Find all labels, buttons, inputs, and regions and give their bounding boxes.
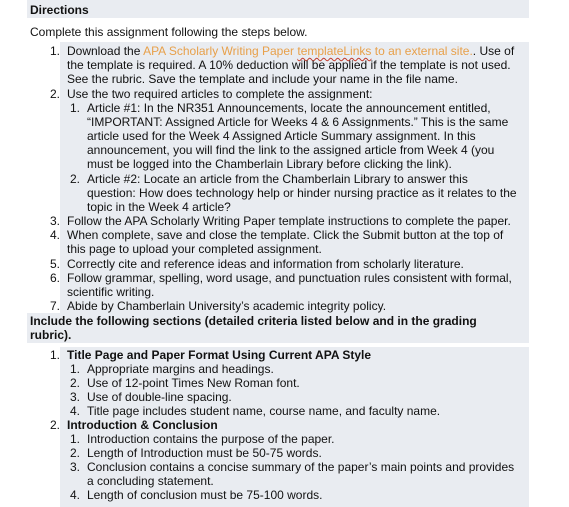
link-text: APA Scholarly Writing Paper: [143, 44, 298, 58]
step-4-number: 4.: [50, 228, 61, 242]
step-5-line-1: Correctly cite and reference ideas and information from scholarly literature.: [67, 257, 464, 271]
step-6-number: 6.: [50, 271, 61, 285]
section-1-item-1-number: 1.: [70, 362, 81, 376]
step-1-line-1: [67, 45, 514, 58]
section-1-item-4: Title page includes student name, course name, and faculty name.: [87, 404, 441, 418]
step-1-line-3: See the rubric. Save the template and include your name in the file name.: [67, 72, 458, 86]
step-3-line-1: Follow the APA Scholarly Writing Paper template instructions to complete the paper.: [67, 214, 511, 228]
step-2-sub-2-line-3: topic in the Week 4 article?: [87, 200, 231, 214]
section-2-item-3-line-2: a concluding statement.: [87, 474, 214, 488]
directions-heading: Directions: [30, 3, 89, 17]
section-1-title: Title Page and Paper Format Using Current APA Style: [67, 348, 372, 362]
directions-band: [27, 0, 529, 18]
section-2-item-1-number: 1.: [70, 432, 81, 446]
apa-template-link[interactable]: [143, 44, 473, 58]
step-6-line-1: Follow grammar, spelling, word usage, and punctuation rules consistent with formal,: [67, 271, 512, 285]
section-2-item-3-number: 3.: [70, 460, 81, 474]
section-2-title: Introduction & Conclusion: [67, 418, 218, 432]
section-2-item-3-line-1: Conclusion contains a concise summary of the paper’s main points and provides: [87, 460, 515, 474]
step-7-line-1: Abide by Chamberlain University’s academic integrity policy.: [67, 299, 387, 313]
section-2-item-2: Length of Introduction must be 50-75 words.: [87, 446, 322, 460]
section-1-item-3-number: 3.: [70, 390, 81, 404]
section-1-number: 1.: [50, 348, 61, 362]
section-2-number: 2.: [50, 418, 61, 432]
step-6-line-2: scientific writing.: [67, 285, 155, 299]
step-7-number: 7.: [50, 299, 61, 313]
step-2-sub-1-number: 1.: [70, 101, 81, 115]
link-suffix: to an external site.: [371, 44, 473, 58]
step-4-line-2: this page to upload your completed assignment.: [67, 242, 322, 256]
link-underlined: templateLinks: [297, 44, 372, 58]
section-1-item-4-number: 4.: [70, 404, 81, 418]
step-2-sub-2-line-1: Article #2: Locate an article from the Chamberlain Library to answer this: [87, 172, 468, 186]
section-1-item-2-number: 2.: [70, 376, 81, 390]
step-2-sub-1-line-3: article used for the Week 4 Assigned Article Summary assignment. In this: [87, 129, 476, 143]
step-2-sub-1-line-5: must be logged into the Chamberlain Library before clicking the link).: [87, 157, 452, 171]
section-2-item-2-number: 2.: [70, 446, 81, 460]
step-1-line-2: the template is required. A 10% deduction will be applied if the template is not used.: [67, 58, 511, 72]
step-2-text: Use the two required articles to complete the assignment:: [67, 87, 373, 101]
step-2-sub-2-line-2: question: How does technology help or hinder nursing practice as it relates to the: [87, 186, 517, 200]
step-3-number: 3.: [50, 214, 61, 228]
include-heading-line-1: Include the following sections (detailed criteria listed below and in the grading: [30, 314, 477, 328]
step-2-sub-1-line-2: “IMPORTANT: Assigned Article for Weeks 4 & 6 Assignments.” This is the same: [87, 115, 509, 129]
step-2-sub-1-line-1: Article #1: In the NR351 Announcements, locate the announcement entitled,: [87, 101, 491, 115]
include-heading-line-2: rubric).: [30, 328, 72, 342]
step-1-post: . Use of: [472, 44, 515, 58]
section-2-item-1: Introduction contains the purpose of the paper.: [87, 432, 335, 446]
step-5-number: 5.: [50, 257, 61, 271]
step-2-number: 2.: [50, 87, 61, 101]
step-1-number: 1.: [50, 44, 61, 58]
step-2-sub-2-number: 2.: [70, 172, 81, 186]
step-2-sub-1-line-4: announcement, you will find the link to the assigned article from Week 4 (you: [87, 143, 495, 157]
step-1-pre: Download the: [67, 44, 144, 58]
section-3-partial: [40, 501, 300, 507]
step-4-line-1: When complete, save and close the template. Click the Submit button at the top of: [67, 228, 504, 242]
section-1-item-2: Use of 12-point Times New Roman font.: [87, 376, 300, 390]
intro-text: Complete this assignment following the steps below.: [30, 25, 308, 39]
section-2-item-4-number: 4.: [70, 488, 81, 502]
section-1-item-3: Use of double-line spacing.: [87, 390, 232, 404]
section-1-item-1: Appropriate margins and headings.: [87, 362, 274, 376]
section-2-item-4: Length of conclusion must be 75-100 words.: [87, 488, 323, 502]
